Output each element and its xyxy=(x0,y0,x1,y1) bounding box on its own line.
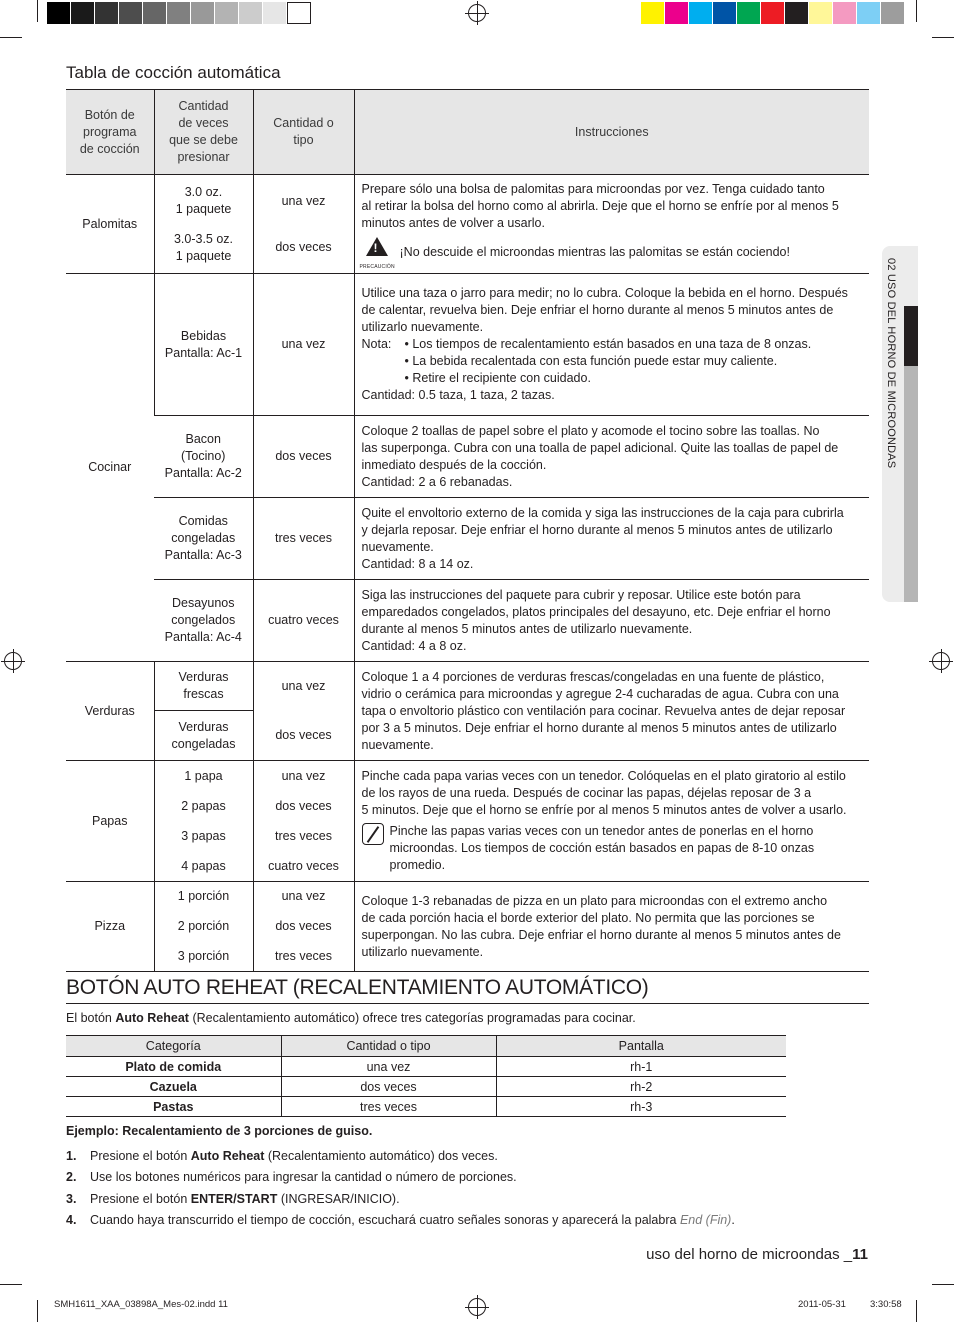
program-cell: Verduras xyxy=(66,662,154,761)
program-cell: Cocinar xyxy=(66,274,154,662)
gray-swatch xyxy=(287,2,311,24)
memo-note xyxy=(362,823,862,874)
presses-text: tres veces xyxy=(275,828,332,843)
amount-text: Desayunos xyxy=(171,596,235,610)
amount-cell xyxy=(154,416,253,498)
instruction-line: Coloque 1 a 4 porciones de verduras frescas/congeladas en una fuente de plástico, xyxy=(361,669,825,684)
instruction-line: Coloque 1-3 rebanadas de pizza en un plato para microondas con el extremo ancho xyxy=(361,893,828,908)
color-swatch xyxy=(689,2,713,24)
instructions-cell xyxy=(354,882,869,972)
instruction-line: superpongan. No las cubra. Deje enfriar el horno durante al menos 5 minutos antes de xyxy=(361,927,841,942)
step-number: 3. xyxy=(66,1191,77,1206)
presses-cell xyxy=(253,761,354,882)
registration-mark-left xyxy=(4,652,22,670)
instructions-cell xyxy=(354,274,869,416)
presses-text: dos veces xyxy=(275,239,332,254)
presses-text: dos veces xyxy=(275,728,332,742)
instructions-cell xyxy=(354,498,869,580)
section-subtitle: Tabla de cocción automática xyxy=(66,63,281,82)
process-color-bar xyxy=(641,2,905,24)
caution-label: PRECAUCIÓN xyxy=(359,264,395,270)
table-header-row xyxy=(66,1036,786,1057)
amount-text: 1 porción xyxy=(177,889,230,903)
presses-cell xyxy=(253,882,354,972)
memo-line: microondas. Los tiempos de cocción están basados en papas de 8-10 onzas xyxy=(389,841,815,855)
header-text: presionar xyxy=(177,150,230,164)
presses-cell: cuatro veces xyxy=(253,580,354,662)
color-swatch xyxy=(665,2,689,24)
display-cell: rh-1 xyxy=(496,1057,786,1077)
step-number: 2. xyxy=(66,1170,77,1185)
color-swatch xyxy=(713,2,737,24)
amount-text: 3.0 oz. xyxy=(184,184,223,199)
amount-text: Pantalla: Ac-1 xyxy=(164,345,243,360)
nota-line: • La bebida recalentada con esta función puede estar muy caliente. xyxy=(404,354,778,368)
crop-mark xyxy=(0,37,22,38)
color-swatch xyxy=(785,2,809,24)
step-text: . xyxy=(731,1213,735,1228)
program-cell: Palomitas xyxy=(66,175,154,274)
presses-text: dos veces xyxy=(275,919,332,933)
crop-mark xyxy=(916,1300,917,1322)
color-swatch xyxy=(761,2,785,24)
crop-mark xyxy=(0,1284,22,1285)
step-text: Cuando haya transcurrido el tiempo de cocción, escuchará cuatro señales sonoras y aparecerá la palabra xyxy=(90,1213,680,1228)
nota-block xyxy=(362,336,862,353)
amount-text: Comidas xyxy=(178,514,228,528)
gray-swatch xyxy=(71,2,95,24)
step-text: (INGRESAR/INICIO). xyxy=(277,1191,400,1206)
amount-text: 1 paquete xyxy=(175,201,232,216)
instruction-line: Prepare sólo una bolsa de palomitas para microondas por vez. Tenga cuidado tanto xyxy=(361,182,825,196)
list-item xyxy=(66,1210,735,1232)
header-text: programa xyxy=(83,124,137,139)
list-item xyxy=(66,1188,735,1210)
amount-text: congeladas xyxy=(171,736,236,751)
presses-cell: tres veces xyxy=(253,498,354,580)
crop-mark xyxy=(37,1300,38,1322)
presses-text: una vez xyxy=(281,193,326,208)
amount-text: 1 paquete xyxy=(175,248,232,263)
step-bold: Auto Reheat xyxy=(190,1148,265,1163)
intro-paragraph xyxy=(66,1011,636,1025)
gray-swatch xyxy=(95,2,119,24)
gray-swatch xyxy=(167,2,191,24)
memo-line: Pinche las papas varias veces con un tenedor antes de ponerlas en el horno xyxy=(389,824,814,838)
color-swatch xyxy=(641,2,665,24)
registration-mark-bottom xyxy=(468,1298,486,1316)
list-item xyxy=(66,1145,735,1167)
intro-bold: Auto Reheat xyxy=(115,1011,189,1025)
display-cell: rh-2 xyxy=(496,1077,786,1097)
chapter-side-tab xyxy=(882,246,918,602)
gray-color-bar xyxy=(47,2,311,24)
page-number: 11 xyxy=(852,1246,868,1263)
auto-reheat-table xyxy=(66,1035,786,1117)
program-cell: Papas xyxy=(66,761,154,882)
instruction-line: por 3 a 5 minutos. Deje enfriar el horno durante al menos 5 minutos antes de utilizarlo xyxy=(361,720,837,735)
instruction-line: Quite el envoltorio externo de la comida y siga las instrucciones de la caja para cubrirla xyxy=(361,505,844,520)
tab-gray-strip xyxy=(904,366,918,602)
caution-text: ¡No descuide el microondas mientras las palomitas se están cociendo! xyxy=(399,244,790,259)
slug-time: 3:30:58 xyxy=(870,1299,902,1310)
amount-text: Pantalla: Ac-2 xyxy=(164,466,242,480)
header-text: Cantidad xyxy=(178,99,229,113)
gray-swatch xyxy=(119,2,143,24)
amount-text: Pantalla: Ac-4 xyxy=(164,630,242,644)
presses-text: dos veces xyxy=(275,798,332,813)
display-cell: rh-3 xyxy=(496,1097,786,1117)
crop-mark xyxy=(916,0,917,22)
amount-text: 2 papas xyxy=(181,798,226,813)
instruction-line: inmediato después de la cocción. xyxy=(361,457,547,472)
table-row-comidas xyxy=(66,498,869,580)
color-swatch xyxy=(857,2,881,24)
chapter-label: 02 USO DEL HORNO DE MICROONDAS xyxy=(885,258,897,469)
instruction-line: Siga las instrucciones del paquete para cubrir y reposar. Utilice este botón para xyxy=(361,587,801,602)
crop-mark xyxy=(37,0,38,22)
color-swatch xyxy=(881,2,905,24)
header-category: Categoría xyxy=(66,1036,281,1057)
step-italic: End (Fin) xyxy=(679,1213,732,1228)
instruction-line: Cantidad: 8 a 14 oz. xyxy=(361,556,474,571)
table-row-bebidas xyxy=(66,274,869,416)
instructions-cell xyxy=(354,416,869,498)
instruction-line: Cantidad: 4 a 8 oz. xyxy=(361,638,467,653)
footer-label: uso del horno de microondas _ xyxy=(646,1246,853,1263)
instruction-line: minutos antes de volver a usarlo. xyxy=(361,216,545,230)
category-cell: Cazuela xyxy=(66,1077,281,1097)
gray-swatch xyxy=(191,2,215,24)
tab-active-marker xyxy=(904,306,918,366)
presses-text: cuatro veces xyxy=(268,858,339,873)
gray-swatch xyxy=(143,2,167,24)
gray-swatch xyxy=(263,2,287,24)
pencil-note-icon xyxy=(362,823,384,845)
amount-cell xyxy=(154,274,253,416)
amount-cell xyxy=(154,580,253,662)
step-bold: ENTER/START xyxy=(190,1191,278,1206)
instruction-line: vidrio o cerámica para microondas y agregue 2-4 cucharadas de agua. Cubra con una xyxy=(361,686,839,701)
table-row xyxy=(66,1057,786,1077)
nota-line: • Los tiempos de recalentamiento están basados en una taza de 8 onzas. xyxy=(404,337,812,351)
step-number: 4. xyxy=(66,1213,77,1228)
header-display: Pantalla xyxy=(496,1036,786,1057)
nota-line: • Retire el recipiente con cuidado. xyxy=(404,371,591,385)
header-program xyxy=(66,90,154,175)
instruction-line: emparedados congelados, platos principales del desayuno, etc. Deje enfriar el horno xyxy=(361,604,831,619)
gray-swatch xyxy=(239,2,263,24)
slug-date: 2011-05-31 xyxy=(798,1299,846,1310)
table-row-verduras xyxy=(66,662,869,761)
page-footer xyxy=(646,1246,868,1263)
memo-line: promedio. xyxy=(389,858,446,872)
instruction-line: durante al menos 5 minutos antes de utilizarlo nuevamente. xyxy=(361,621,693,636)
caution-note xyxy=(359,237,862,270)
instruction-line: Cantidad: 0.5 taza, 1 taza, 2 tazas. xyxy=(361,388,555,402)
step-text: (Recalentamiento automático) dos veces. xyxy=(264,1148,498,1163)
amount-text: frescas xyxy=(183,687,224,701)
slug-file: SMH1611_XAA_03898A_Mes-02.indd 11 xyxy=(54,1299,228,1310)
presses-text: una vez xyxy=(281,768,326,783)
step-text: Presione el botón xyxy=(90,1191,191,1206)
instruction-line: al retirar la bolsa del horno como al abrirla. Deje que el horno se enfríe por al menos 5 xyxy=(361,199,839,213)
instruction-line: de los rayos de una rueda. Después de cocinar las papas, déjelas reposar de 3 a xyxy=(361,786,812,800)
category-cell: Pastas xyxy=(66,1097,281,1117)
amount-text: 4 papas xyxy=(181,858,226,873)
instruction-line: de calentar, revuelva bien. Deje enfriar el horno durante al menos 5 minutos antes de xyxy=(361,303,834,317)
color-swatch xyxy=(833,2,857,24)
amount-text: Bebidas xyxy=(180,328,227,343)
presses-cell xyxy=(253,662,354,761)
example-heading: Ejemplo: Recalentamiento de 3 porciones de guiso. xyxy=(66,1124,373,1138)
nota-label: Nota: xyxy=(361,337,392,351)
table-row xyxy=(66,1077,786,1097)
table-row-papas xyxy=(66,761,869,882)
instruction-line: las superponga. Cubra con una toalla de papel adicional. Quite las toallas de papel de xyxy=(361,440,839,455)
heading-rule xyxy=(66,1003,869,1004)
instruction-line: de cada porción hacia el borde exterior del plato. No permita que las porciones se xyxy=(361,910,815,925)
instructions-cell xyxy=(354,662,869,761)
amount-cell xyxy=(154,662,253,761)
presses-cell: una vez xyxy=(253,274,354,416)
crop-mark xyxy=(932,1284,954,1285)
instructions-cell xyxy=(354,175,869,274)
header-text: Cantidad o xyxy=(273,116,334,130)
instruction-line: 5 minutos. Deje que el horno se enfríe por al menos 5 minutos antes de volver a usarlo. xyxy=(361,803,847,817)
instruction-line: utilizarlo nuevamente. xyxy=(361,320,484,334)
presses-text: tres veces xyxy=(275,949,332,963)
instruction-line: nuevamente. xyxy=(361,737,434,752)
instruction-line: nuevamente. xyxy=(361,539,434,554)
qty-cell: una vez xyxy=(281,1057,496,1077)
presses-cell xyxy=(253,175,354,274)
color-swatch xyxy=(809,2,833,24)
amount-text: Verduras xyxy=(178,670,229,684)
color-swatch xyxy=(737,2,761,24)
amount-text: (Tocino) xyxy=(181,449,226,463)
header-text: que se debe xyxy=(169,133,238,147)
presses-text: una vez xyxy=(281,889,326,903)
step-text: Use los botones numéricos para ingresar la cantidad o número de porciones. xyxy=(90,1170,517,1185)
caution-warning-icon xyxy=(359,237,395,270)
amount-text: 2 porción xyxy=(177,919,230,933)
amount-cell xyxy=(154,761,253,882)
presses-text: una vez xyxy=(281,679,326,693)
program-cell: Pizza xyxy=(66,882,154,972)
instruction-line: Pinche cada papa varias veces con un tenedor. Colóquelas en el plato giratorio al estilo xyxy=(361,769,846,783)
presses-cell: dos veces xyxy=(253,416,354,498)
amount-cell xyxy=(154,498,253,580)
step-number: 1. xyxy=(66,1148,77,1163)
intro-text: El botón xyxy=(66,1011,116,1025)
table-row xyxy=(66,1097,786,1117)
gray-swatch xyxy=(47,2,71,24)
qty-cell: tres veces xyxy=(281,1097,496,1117)
instructions-cell xyxy=(354,761,869,882)
amount-text: 3 papas xyxy=(181,828,226,843)
step-text: Presione el botón xyxy=(90,1148,191,1163)
category-cell: Plato de comida xyxy=(66,1057,281,1077)
list-item xyxy=(66,1167,735,1189)
instruction-line: y dejarla reposar. Deje enfriar el horno durante al menos 5 minutos antes de utilizarlo xyxy=(361,522,833,537)
table-header-row xyxy=(66,90,869,175)
table-row-pizza xyxy=(66,882,869,972)
header-text: Botón de xyxy=(84,107,135,122)
amount-text: Verduras xyxy=(178,719,229,734)
amount-text: Pantalla: Ac-3 xyxy=(164,548,242,562)
auto-cook-table xyxy=(66,89,869,972)
header-qty: Cantidad o tipo xyxy=(281,1036,496,1057)
header-text: de veces xyxy=(178,116,229,130)
header-text: de cocción xyxy=(79,141,140,156)
intro-text: (Recalentamiento automático) ofrece tres categorías programadas para cocinar. xyxy=(188,1011,636,1025)
amount-cell xyxy=(154,882,253,972)
header-text: tipo xyxy=(293,133,314,147)
header-instructions: Instrucciones xyxy=(354,90,869,175)
amount-text: 1 papa xyxy=(184,768,223,783)
table-row-palomitas xyxy=(66,175,869,274)
header-qty xyxy=(253,90,354,175)
amount-text: 3 porción xyxy=(177,949,230,963)
registration-mark-top xyxy=(468,4,486,22)
table-row-bacon xyxy=(66,416,869,498)
instruction-line: utilizarlo nuevamente. xyxy=(361,944,484,959)
section-heading: BOTÓN AUTO REHEAT (RECALENTAMIENTO AUTOMÁTICO) xyxy=(66,976,649,999)
qty-cell: dos veces xyxy=(281,1077,496,1097)
header-count xyxy=(154,90,253,175)
steps-list xyxy=(66,1145,735,1231)
instruction-line: tapa o envoltorio plástico con ventilación para cocinar. Revuelva antes de dejar reposar xyxy=(361,703,846,718)
instruction-line: Coloque 2 toallas de papel sobre el plato y acomode el tocino sobre las toallas. No xyxy=(361,423,820,438)
amount-cell xyxy=(154,175,253,274)
instruction-line: Utilice una taza o jarro para medir; no lo cubra. Coloque la bebida en el horno. Después xyxy=(361,286,848,300)
instructions-cell xyxy=(354,580,869,662)
registration-mark-right xyxy=(932,652,950,670)
amount-text: congelados xyxy=(171,613,236,627)
amount-text: congeladas xyxy=(171,531,236,545)
amount-text: 3.0-3.5 oz. xyxy=(173,231,234,246)
crop-mark xyxy=(932,37,954,38)
instruction-line: Cantidad: 2 a 6 rebanadas. xyxy=(361,474,513,489)
gray-swatch xyxy=(215,2,239,24)
amount-text: Bacon xyxy=(185,432,221,446)
table-row-desayunos xyxy=(66,580,869,662)
